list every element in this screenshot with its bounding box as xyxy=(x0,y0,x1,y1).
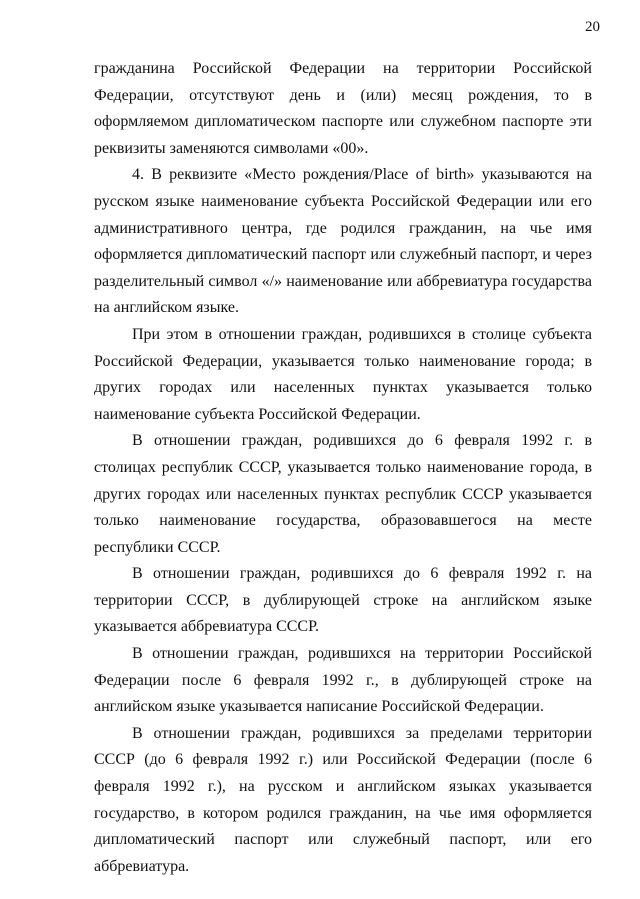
paragraph-ussr-capitals: В отношении граждан, родившихся до 6 февраля 1992 г. в столицах республик СССР, указывается только наименование города, в других городах или населенных пунктах республик СССР указывается только наименование государства, образовавшегося на месте республики СССР. xyxy=(94,432,592,556)
paragraph-capital-subject: При этом в отношении граждан, родившихся в столице субъекта Российской Федерации, указывается только наименование города; в других городах или населенных пунктах указывается только наименование субъекта Российской Федерации. xyxy=(94,325,592,423)
page-number: 20 xyxy=(585,19,600,35)
paragraph-item-4: 4. В реквизите «Место рождения/Place of birth» указываются на русском языке наименование субъекта Российской Федерации или его административного центра, где родился гражданин, на чье имя оформляется дипломатический паспорт или служебный паспорт, и через разделительный символ «/» наименование или аббревиатура государства на английском языке. xyxy=(94,166,592,317)
paragraph-continuation: гражданина Российской Федерации на территории Российской Федерации, отсутствуют день и (или) месяц рождения, то в оформляемом дипломатическом паспорте или служебном паспорте эти реквизиты заменяются символами «00». xyxy=(94,60,592,157)
document-body xyxy=(94,56,592,880)
paragraph-rf-after-1992: В отношении граждан, родившихся на территории Российской Федерации после 6 февраля 1992 г., в дублирующей строке на английском языке указывается написание Российской Федерации. xyxy=(94,645,592,716)
paragraph-ussr-territory: В отношении граждан, родившихся до 6 февраля 1992 г. на территории СССР, в дублирующей строке на английском языке указывается аббревиатура СССР. xyxy=(94,565,592,636)
paragraph-abroad: В отношении граждан, родившихся за пределами территории СССР (до 6 февраля 1992 г.) или Российской Федерации (после 6 февраля 1992 г.), на русском и английском языках указывается государство, в котором родился гражданин, на чье имя оформляется дипломатический паспорт или служебный паспорт, или его аббревиатура. xyxy=(94,724,592,875)
